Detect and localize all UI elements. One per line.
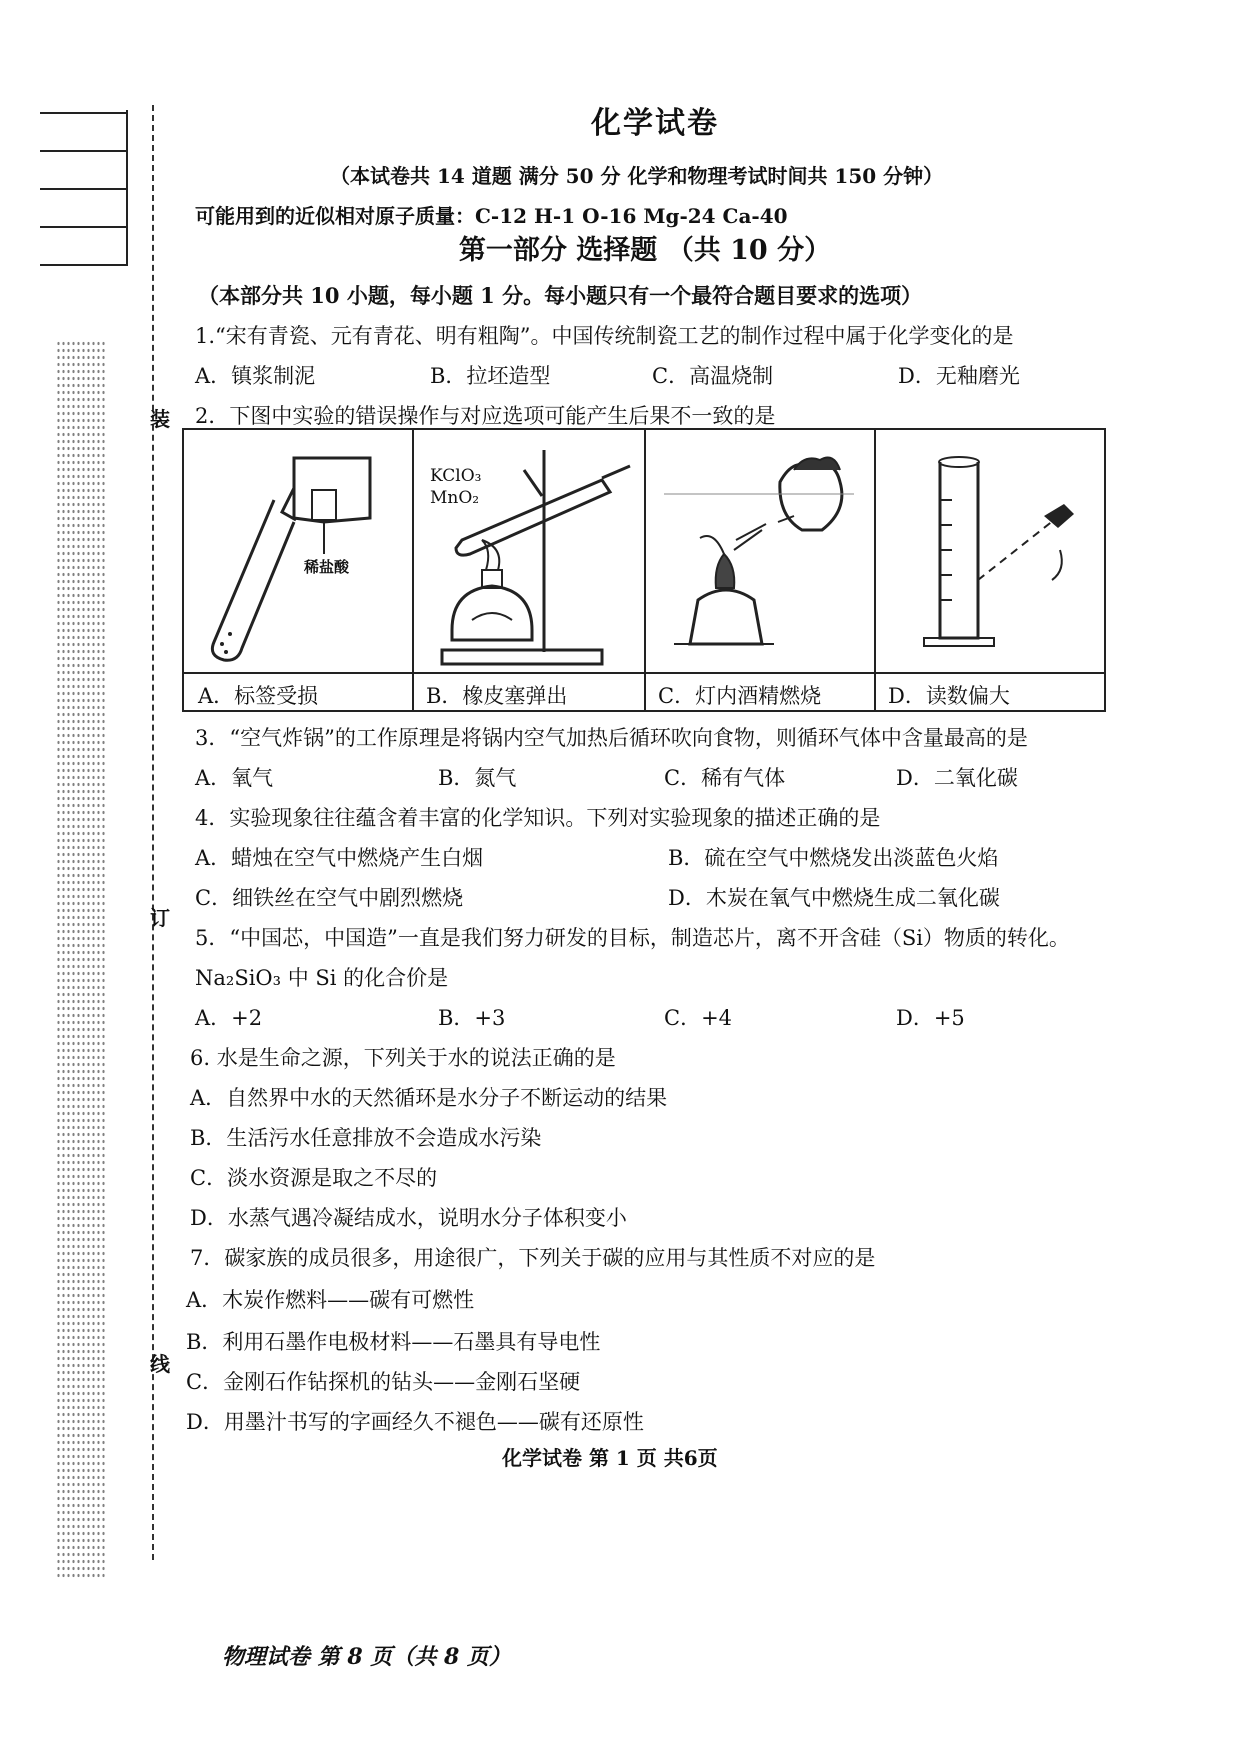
q2-stem: 2．下图中实验的错误操作与对应选项可能产生后果不一致的是 — [195, 404, 776, 428]
q1-option-a: A．镇浆制泥 — [195, 364, 316, 388]
q7-option-d: D．用墨汁书写的字画经久不褪色——碳有还原性 — [186, 1410, 644, 1434]
q3-option-a: A．氧气 — [195, 766, 274, 790]
q7-option-b: B．利用石墨作电极材料——石墨具有导电性 — [186, 1330, 601, 1354]
binding-line — [152, 105, 154, 1560]
q6-option-a: A．自然界中水的天然循环是水分子不断运动的结果 — [190, 1086, 668, 1110]
q3-option-b: B．氮气 — [438, 766, 517, 790]
physics-page-footer: 物理试卷 第 8 页（共 8 页） — [222, 1644, 511, 1670]
q4-option-a: A．蜡烛在空气中燃烧产生白烟 — [195, 846, 484, 870]
q7-option-c: C．金刚石作钻探机的钻头——金刚石坚硬 — [186, 1370, 581, 1394]
q5-stem: 5．“中国芯，中国造”一直是我们努力研发的目标，制造芯片，离不开含硅（Si）物质的转化。 — [195, 926, 1070, 950]
figure-panel-d — [874, 430, 1104, 710]
part1-instructions: （本部分共 10 小题，每小题 1 分。每小题只有一个最符合题目要求的选项） — [198, 283, 923, 308]
q6-option-d: D．水蒸气遇冷凝结成水，说明水分子体积变小 — [190, 1206, 627, 1230]
q1-option-d: D．无釉磨光 — [898, 364, 1020, 388]
q5-option-c: C．+4 — [664, 1006, 733, 1030]
label-dilute-hcl: 稀盐酸 — [304, 558, 350, 576]
q5-stem-formula: Na₂SiO₃ 中 Si 的化合价是 — [195, 966, 449, 990]
exam-title: 化学试卷 — [591, 106, 719, 141]
q2-option-d: D．读数偏大 — [888, 684, 1010, 708]
q7-option-a: A．木炭作燃料——碳有可燃性 — [186, 1288, 475, 1312]
q2-option-c: C．灯内酒精燃烧 — [658, 684, 822, 708]
q4-stem: 4．实验现象往往蕴含着丰富的化学知识。下列对实验现象的描述正确的是 — [195, 806, 881, 830]
q6-option-b: B．生活污水任意排放不会造成水污染 — [190, 1126, 542, 1150]
q1-stem: 1.“宋有青瓷、元有青花、明有粗陶”。中国传统制瓷工艺的制作过程中属于化学变化的是 — [195, 324, 1014, 348]
seal-rule — [40, 188, 128, 190]
figure-panel-a — [184, 430, 414, 710]
q1-option-b: B．拉坯造型 — [430, 364, 551, 388]
part1-title: 第一部分 选择题 （共 10 分） — [458, 235, 832, 266]
q5-option-d: D．+5 — [896, 1006, 965, 1030]
q5-option-a: A．+2 — [195, 1006, 263, 1030]
margin-xian: 线 — [150, 1352, 170, 1376]
label-kclo3: KClO₃ — [430, 466, 482, 486]
q6-option-c: C．淡水资源是取之不尽的 — [190, 1166, 438, 1190]
label-mno2: MnO₂ — [430, 488, 480, 508]
q3-option-c: C．稀有气体 — [664, 766, 786, 790]
q4-option-c: C．细铁丝在空气中剧烈燃烧 — [195, 886, 464, 910]
q3-stem: 3．“空气炸锅”的工作原理是将锅内空气加热后循环吹向食物，则循环气体中含量最高的是 — [195, 726, 1028, 750]
q6-stem: 6. 水是生命之源，下列关于水的说法正确的是 — [190, 1046, 616, 1070]
q2-option-b: B．橡皮塞弹出 — [426, 684, 568, 708]
page-footer: 化学试卷 第 1 页 共6页 — [502, 1446, 718, 1470]
exam-subtitle: （本试卷共 14 道题 满分 50 分 化学和物理考试时间共 150 分钟） — [330, 164, 944, 188]
figure-panel-b — [412, 430, 646, 710]
q3-option-d: D．二氧化碳 — [896, 766, 1018, 790]
seal-rule — [40, 150, 128, 152]
q2-option-a: A．标签受损 — [198, 684, 319, 708]
margin-ding: 订 — [150, 906, 170, 930]
q4-option-d: D．木炭在氧气中燃烧生成二氧化碳 — [668, 886, 1000, 910]
q7-stem: 7．碳家族的成员很多，用途很广，下列关于碳的应用与其性质不对应的是 — [190, 1246, 876, 1270]
graduated-cylinder-illustration — [874, 430, 1104, 672]
q5-option-b: B．+3 — [438, 1006, 506, 1030]
q1-option-c: C．高温烧制 — [652, 364, 774, 388]
q2-figure-table — [182, 428, 1106, 712]
atomic-mass-line: 可能用到的近似相对原子质量：C-12 H-1 O-16 Mg-24 Ca-40 — [195, 204, 788, 228]
margin-zhuang: 装 — [150, 407, 170, 431]
q4-option-b: B．硫在空气中燃烧发出淡蓝色火焰 — [668, 846, 999, 870]
figure-panel-c — [644, 430, 876, 710]
dotted-margin — [56, 340, 106, 1580]
bottle-pouring-illustration — [184, 430, 412, 672]
blowing-alcohol-lamp-illustration — [644, 430, 874, 672]
